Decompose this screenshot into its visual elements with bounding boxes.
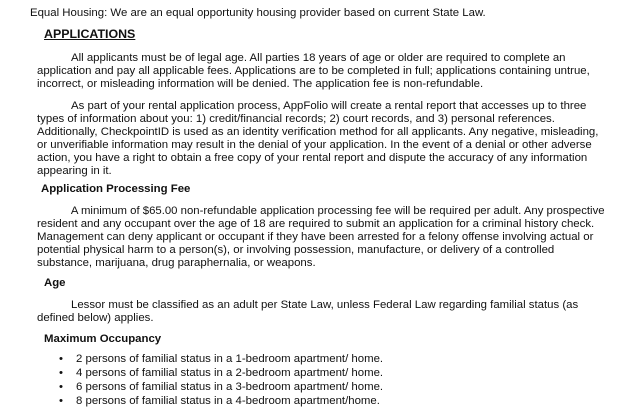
occupancy-heading: Maximum Occupancy <box>44 333 162 345</box>
text-line: All applicants must be of legal age. All parties 18 years of age or older are required to complete an <box>71 52 566 64</box>
text-line: Lessor must be classified as an adult per State Law, unless Federal Law regarding familial status (as <box>71 299 579 311</box>
bullet-icon: • <box>59 353 63 365</box>
age-paragraph <box>37 299 605 325</box>
text-line: defined below) applies. <box>37 312 154 324</box>
text-line: resident and any occupant over the age of 18 are required to submit an application for a criminal history check. <box>37 218 595 230</box>
bullet-icon: • <box>59 367 63 379</box>
applications-heading: APPLICATIONS <box>44 27 136 41</box>
bullet-icon: • <box>59 381 63 393</box>
applications-paragraph-2 <box>37 100 605 178</box>
list-item: • 8 persons of familial status in a 4-bedroom apartment/home. <box>59 395 380 407</box>
text-line: appearing in it. <box>37 165 112 177</box>
text-line: action, you have a right to obtain a free copy of your rental report and dispute the accuracy of any information <box>37 152 588 164</box>
age-heading: Age <box>44 277 66 289</box>
bullet-icon: • <box>59 395 63 407</box>
occupancy-list <box>59 352 383 408</box>
text-line: or unverifiable information may result in the denial of your application. In the event of a denial or other adverse <box>37 139 592 151</box>
fee-heading: Application Processing Fee <box>41 183 191 195</box>
text-line: incorrect, or misleading information will be denied. The application fee is non-refundable. <box>37 78 484 90</box>
text-line: Management can deny applicant or occupant if they have been arrested for a felony offense involving actual or <box>37 231 594 243</box>
text-line: potential physical harm to a person(s), or involving possession, manufacture, or delivery of a controlled <box>37 244 555 256</box>
list-item: • 6 persons of familial status in a 3-bedroom apartment/ home. <box>59 381 384 393</box>
text-line: Additionally, CheckpointID is used as an identity verification method for all applicants. Any negative, misleading, <box>37 126 599 138</box>
text-line: application and pay all applicable fees. Applications are to be completed in full; applications containing untrue, <box>37 65 590 77</box>
text-line: types of information about you: 1) credit/financial records; 2) court records, and 3) personal references. <box>37 113 555 125</box>
text-line: As part of your rental application process, AppFolio will create a rental report that accesses up to three <box>71 100 587 112</box>
applications-paragraph-1 <box>37 52 605 91</box>
text-line: substance, marijuana, drug paraphernalia, or weapons. <box>37 257 316 269</box>
list-item: • 2 persons of familial status in a 1-bedroom apartment/ home. <box>59 353 384 365</box>
text-line: A minimum of $65.00 non-refundable application processing fee will be required per adult. Any prospective <box>70 205 605 217</box>
fee-paragraph <box>37 205 605 270</box>
equal-housing-statement: Equal Housing: We are an equal opportunity housing provider based on current State Law. <box>30 7 486 19</box>
list-item: • 4 persons of familial status in a 2-bedroom apartment/ home. <box>59 367 384 379</box>
